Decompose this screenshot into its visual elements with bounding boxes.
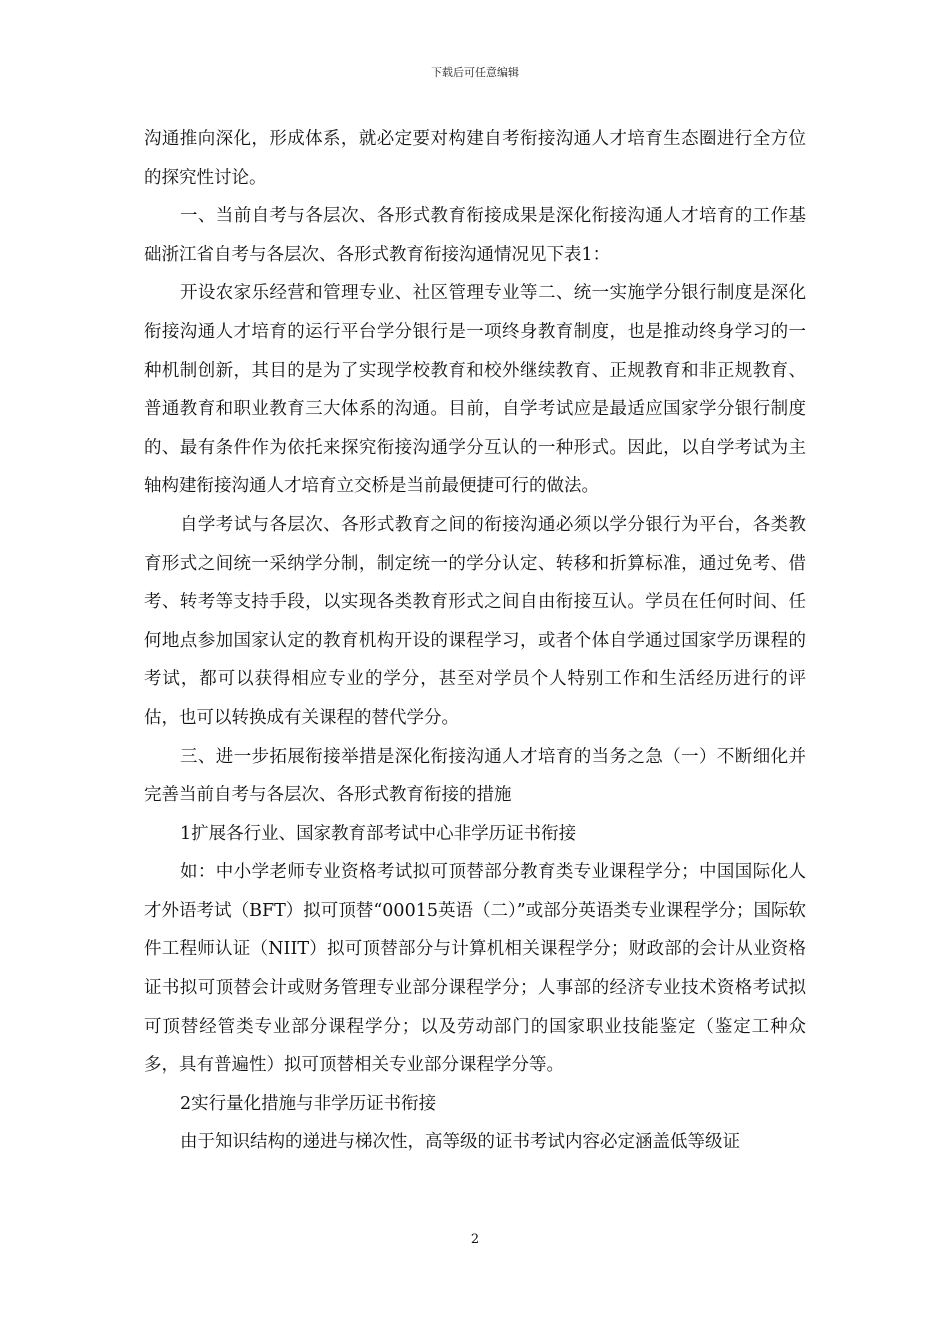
paragraph-3: 开设农家乐经营和管理专业、社区管理专业等二、统一实施学分银行制度是深化衔接沟通人才培育的运行平台学分银行是一项终身教育制度，也是推动终身学习的一种机制创新，其目的是为了实现学校教育和校外继续教育、正规教育和非正规教育、普通教育和职业教育三大体系的沟通。目前，自学考试应是最适应国家学分银行制度的、最有条件作为依托来探究衔接沟通学分互认的一种形式。因此，以自学考试为主轴构建衔接沟通人才培育立交桥是当前最便捷可行的做法。 (144, 283, 806, 497)
document-body (144, 120, 806, 1162)
page-header: 下载后可任意编辑 (431, 66, 519, 79)
paragraph-4: 自学考试与各层次、各形式教育之间的衔接沟通必须以学分银行为平台，各类教育形式之间统一采纳学分制，制定统一的学分认定、转移和折算标准，通过免考、借考、转考等支持手段，以实现各类教育形式之间自由衔接互认。学员在任何时间、任何地点参加国家认定的教育机构开设的课程学习，或者个体自学通过国家学历课程的考试，都可以获得相应专业的学分，甚至对学员个人特别工作和生活经历进行的评估，也可以转换成有关课程的替代学分。 (144, 514, 806, 728)
paragraph-2: 一、当前自考与各层次、各形式教育衔接成果是深化衔接沟通人才培育的工作基础浙江省自考与各层次、各形式教育衔接沟通情况见下表1： (144, 206, 806, 265)
paragraph-5: 三、进一步拓展衔接举措是深化衔接沟通人才培育的当务之急（一）不断细化并完善当前自考与各层次、各形式教育衔接的措施 (144, 746, 806, 806)
page-number: 2 (470, 1232, 480, 1247)
paragraph-7: 如：中小学老师专业资格考试拟可顶替部分教育类专业课程学分；中国国际化人才外语考试（BFT）拟可顶替“00015英语（二）”或部分英语类专业课程学分；国际软件工程师认证（NIIT）拟可顶替部分与计算机相关课程学分；财政部的会计从业资格证书拟可顶替会计或财务管理专业部分课程学分；人事部的经济专业技术资格考试拟可顶替经管类专业部分课程学分；以及劳动部门的国家职业技能鉴定（鉴定工种众多，具有普遍性）拟可顶替相关专业部分课程学分等。 (144, 862, 806, 1076)
paragraph-6: 1扩展各行业、国家教育部考试中心非学历证书衔接 (180, 823, 577, 844)
paragraph-1: 沟通推向深化，形成体系，就必定要对构建自考衔接沟通人才培育生态圈进行全方位的探究性讨论。 (144, 129, 806, 188)
paragraph-8: 2实行量化措施与非学历证书衔接 (180, 1093, 437, 1114)
paragraph-9: 由于知识结构的递进与梯次性，高等级的证书考试内容必定涵盖低等级证 (180, 1132, 740, 1153)
